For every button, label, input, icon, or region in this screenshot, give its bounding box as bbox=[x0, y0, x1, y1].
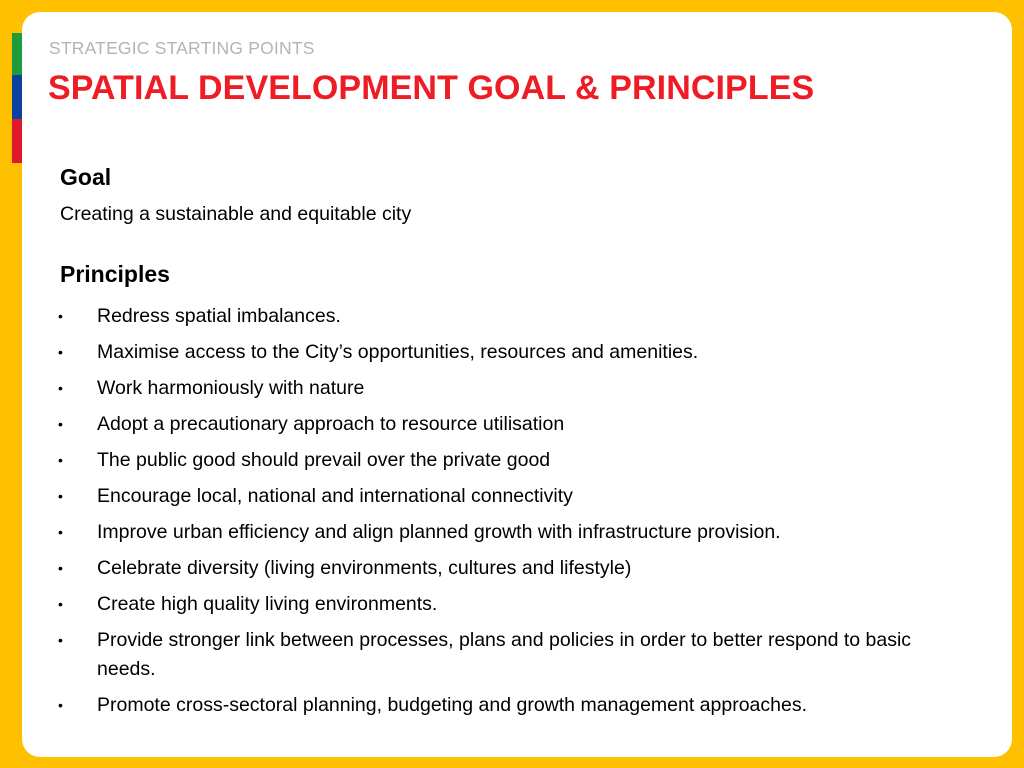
list-item bbox=[58, 338, 958, 367]
list-item-text: Work harmoniously with nature bbox=[97, 377, 365, 399]
list-item bbox=[58, 302, 958, 331]
bullet-icon: • bbox=[58, 697, 63, 713]
list-item bbox=[58, 691, 958, 720]
strip-green bbox=[12, 33, 22, 75]
list-item bbox=[58, 482, 958, 511]
list-item bbox=[58, 446, 958, 475]
bullet-icon: • bbox=[58, 452, 63, 468]
principles-list bbox=[58, 302, 958, 727]
list-item bbox=[58, 626, 958, 684]
goal-text: Creating a sustainable and equitable city bbox=[60, 203, 412, 225]
color-strip bbox=[12, 33, 22, 209]
list-item bbox=[58, 590, 958, 619]
list-item-text: Encourage local, national and international connectivity bbox=[97, 485, 573, 507]
list-item bbox=[58, 518, 958, 547]
bullet-icon: • bbox=[58, 560, 63, 576]
bullet-icon: • bbox=[58, 524, 63, 540]
list-item-text: Improve urban efficiency and align planned growth with infrastructure provision. bbox=[97, 521, 781, 543]
bullet-icon: • bbox=[58, 632, 63, 648]
bullet-icon: • bbox=[58, 596, 63, 612]
list-item bbox=[58, 410, 958, 439]
list-item bbox=[58, 554, 958, 583]
list-item-text: Celebrate diversity (living environments, cultures and lifestyle) bbox=[97, 557, 632, 579]
bullet-icon: • bbox=[58, 380, 63, 396]
list-item-text: Promote cross-sectoral planning, budgeting and growth management approaches. bbox=[97, 694, 808, 716]
list-item-text: Provide stronger link between processes, plans and policies in order to better respond to basic needs. bbox=[97, 629, 912, 680]
list-item-text: Redress spatial imbalances. bbox=[97, 305, 341, 327]
bullet-icon: • bbox=[58, 344, 63, 360]
list-item bbox=[58, 374, 958, 403]
strip-blue bbox=[12, 75, 22, 119]
strip-red bbox=[12, 119, 22, 163]
bullet-icon: • bbox=[58, 308, 63, 324]
list-item-text: Adopt a precautionary approach to resource utilisation bbox=[97, 413, 565, 435]
slide-title: SPATIAL DEVELOPMENT GOAL & PRINCIPLES bbox=[48, 69, 815, 107]
bullet-icon: • bbox=[58, 416, 63, 432]
list-item-text: The public good should prevail over the private good bbox=[97, 449, 551, 471]
slide-subtitle: STRATEGIC STARTING POINTS bbox=[49, 38, 315, 58]
bullet-icon: • bbox=[58, 488, 63, 504]
goal-heading: Goal bbox=[60, 164, 112, 190]
list-item-text: Maximise access to the City’s opportunities, resources and amenities. bbox=[97, 341, 699, 363]
principles-heading: Principles bbox=[60, 261, 170, 287]
list-item-text: Create high quality living environments. bbox=[97, 593, 438, 615]
strip-yellow bbox=[12, 163, 22, 209]
slide-panel bbox=[22, 12, 1012, 757]
